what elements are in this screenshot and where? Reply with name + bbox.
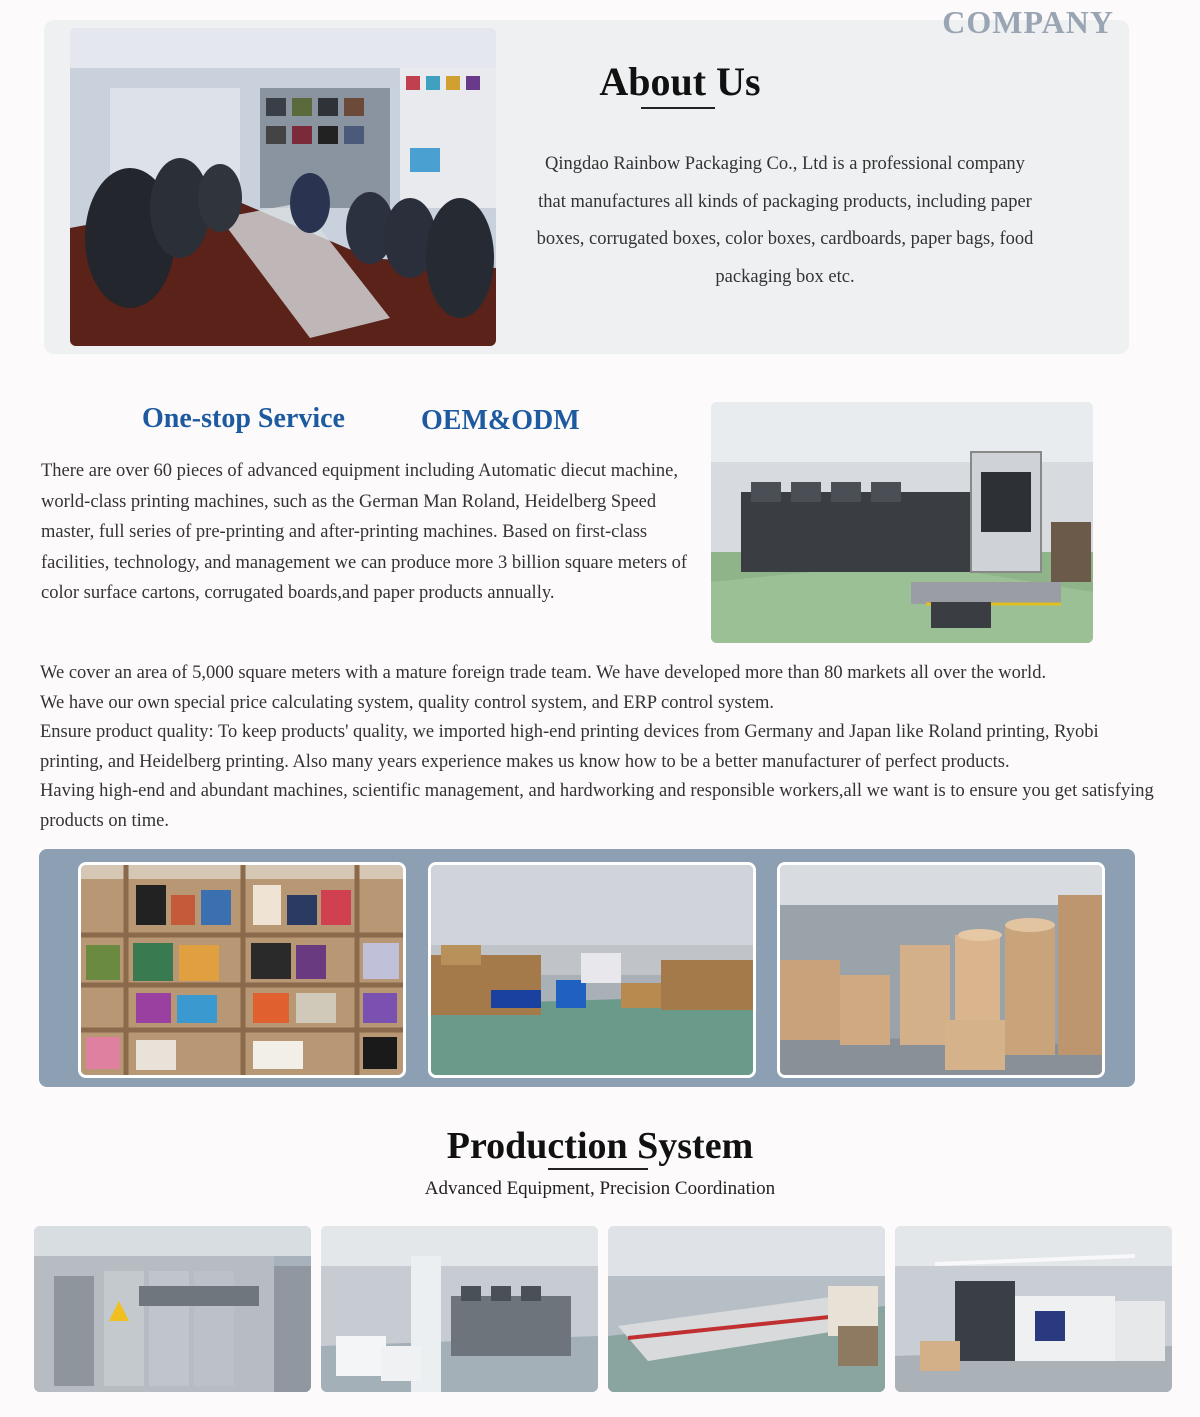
one-stop-service-heading: One-stop Service <box>142 403 345 434</box>
box-making-machine-photo <box>895 1226 1172 1392</box>
about-title-underline <box>641 107 715 109</box>
company-capabilities-text <box>40 659 1160 836</box>
folder-gluer-photo <box>608 1226 885 1392</box>
warehouse-photo <box>428 862 756 1078</box>
production-title: Production System <box>446 1125 754 1167</box>
offset-press-hall-photo <box>321 1226 598 1392</box>
paper-rolls-photo <box>777 862 1105 1078</box>
about-title: About Us <box>599 59 761 104</box>
about-paragraph: Qingdao Rainbow Packaging Co., Ltd is a professional company that manufactures all kinds of packaging products, including paper boxes, corrugated boxes, color boxes, cardboards, paper bags, food packaging box etc. <box>536 154 1034 287</box>
capability-line: Having high-end and abundant machines, scientific management, and hardworking and responsible workers,all we want is to ensure you get satisfying products on time. <box>40 781 1154 831</box>
printing-machine-photo <box>711 402 1093 643</box>
production-title-underline <box>548 1168 648 1170</box>
corrugated-printer-photo <box>34 1226 311 1392</box>
capability-line: Ensure product quality: To keep products' quality, we imported high-end printing devices from Germany and Japan like Roland printing, Ryobi printing, and Heidelberg printing. Also many years experience makes us know how to be a better manufacturer of perfect products. <box>40 722 1099 772</box>
oem-odm-heading: OEM&ODM <box>421 405 580 436</box>
equipment-paragraph: There are over 60 pieces of advanced equipment including Automatic diecut machine, world-class printing machines, such as the German Man Roland, Heidelberg Speed master, full series of pre-printing and after-printing machines. Based on first-class facilities, technology, and management we can produce more 3 billion square meters of color surface cartons, corrugated boards,and paper products annually. <box>41 461 688 603</box>
production-subtitle: Advanced Equipment, Precision Coordination <box>424 1178 776 1199</box>
showroom-shelves-photo <box>78 862 406 1078</box>
capability-line: We have our own special price calculating system, quality control system, and ERP control system. <box>40 692 775 713</box>
company-label: COMPANY <box>942 4 1114 40</box>
capability-line: We cover an area of 5,000 square meters with a mature foreign trade team. We have developed more than 80 markets all over the world. <box>40 663 1047 683</box>
meeting-room-photo <box>70 28 496 346</box>
